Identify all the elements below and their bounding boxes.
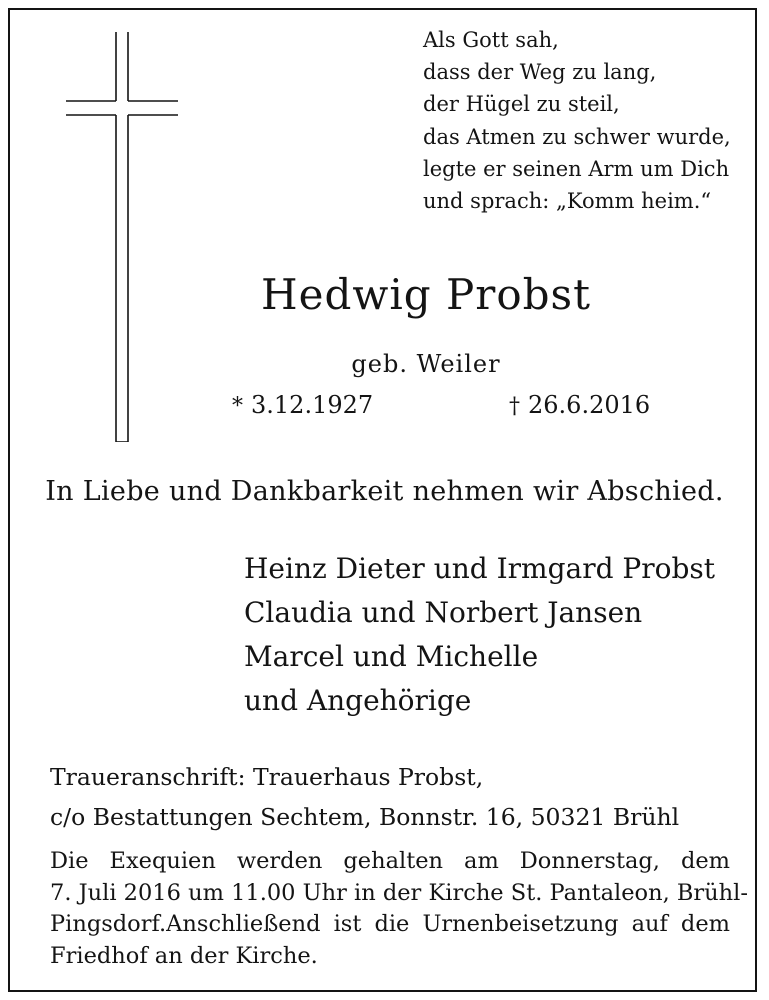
farewell-line: In Liebe und Dankbarkeit nehmen wir Abschied. (45, 476, 724, 507)
family-member: und Angehörige (244, 684, 472, 717)
poem-line: das Atmen zu schwer wurde, (423, 124, 731, 149)
death-date-row (509, 391, 650, 419)
family-member: Claudia und Norbert Jansen (244, 596, 643, 629)
poem-line: Als Gott sah, (423, 28, 559, 52)
maiden-name: geb. Weiler (351, 350, 501, 378)
address-line: Traueranschrift: Trauerhaus Probst, (50, 763, 484, 791)
poem-line: dass der Weg zu lang, (423, 60, 657, 85)
poem (423, 24, 753, 217)
mourning-address (50, 757, 679, 837)
poem-line: legte er seinen Arm um Dich (423, 156, 730, 181)
poem-line: der Hügel zu steil, (423, 92, 620, 117)
family-member: Marcel und Michelle (244, 640, 539, 673)
death-date: 26.6.2016 (528, 391, 651, 419)
family-member: Heinz Dieter und Irmgard Probst (244, 552, 716, 585)
funeral-line: 7. Juli 2016 um 11.00 Uhr in der Kirche St. Pantaleon, Brühl- (50, 879, 748, 906)
death-dagger-icon: † (509, 394, 520, 419)
address-line: c/o Bestattungen Sechtem, Bonnstr. 16, 50321 Brühl (50, 803, 680, 831)
poem-line: und sprach: „Komm heim.“ (423, 189, 712, 214)
birth-date-row (232, 391, 373, 419)
funeral-line: Die Exequien werden gehalten am Donnerstag, dem (50, 848, 730, 874)
cross-icon (66, 32, 178, 442)
family-list (244, 547, 715, 723)
funeral-line: Pingsdorf.Anschließend ist die Urnenbeisetzung auf dem (50, 911, 730, 937)
birth-date: 3.12.1927 (251, 391, 374, 419)
deceased-name: Hedwig Probst (261, 270, 591, 319)
funeral-line: Friedhof an der Kirche. (50, 942, 318, 969)
birth-star-icon: * (232, 394, 243, 419)
funeral-details (50, 846, 748, 972)
